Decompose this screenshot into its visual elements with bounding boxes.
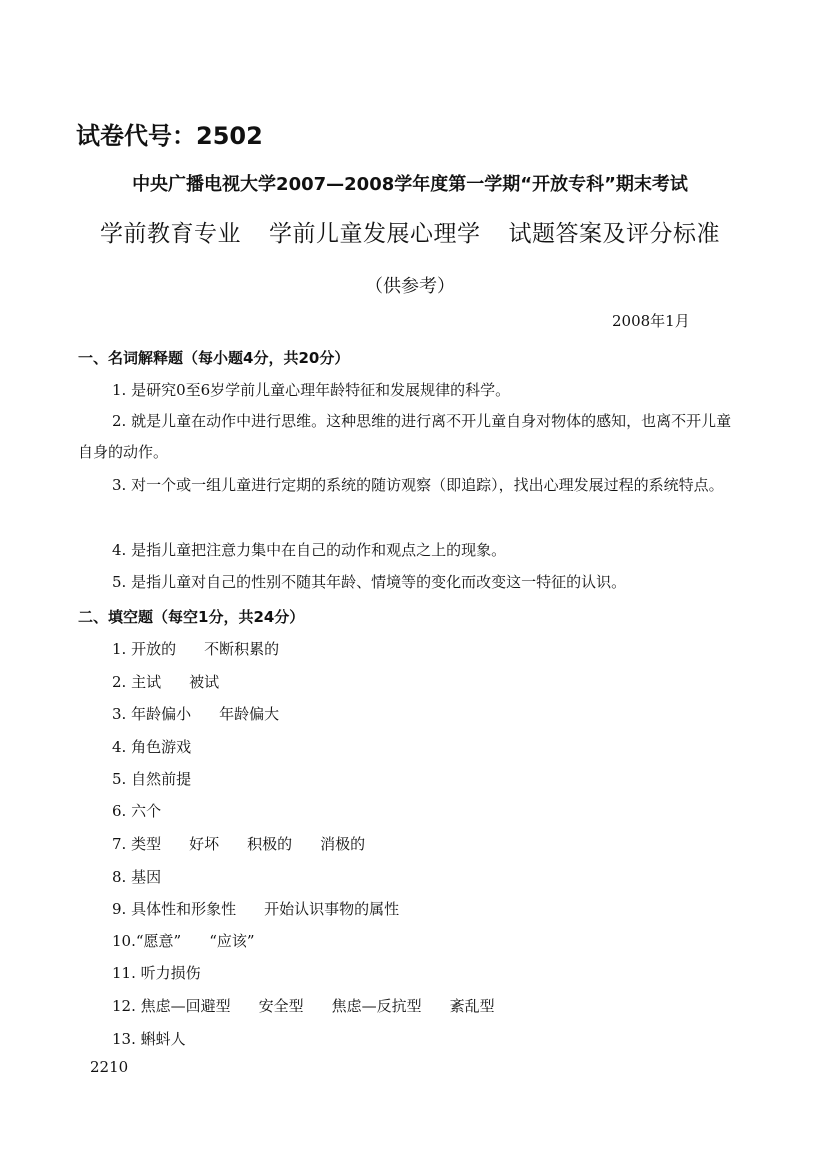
- fill-answer-row: [112, 1028, 186, 1049]
- fill-answer: 8. 基因: [112, 868, 162, 886]
- fill-answer-row: [112, 898, 399, 919]
- fill-answer-row: [112, 930, 255, 951]
- fill-answer: 消极的: [320, 835, 366, 853]
- fill-answer: 积极的: [247, 835, 293, 853]
- definition-answer: 2. 就是儿童在动作中进行思维。这种思维的进行离不开儿童自身对物体的感知，也离不开儿童自身的动作。: [78, 412, 732, 461]
- fill-answer: 1. 开放的: [112, 640, 177, 658]
- fill-answer: 9. 具体性和形象性: [112, 900, 237, 918]
- fill-answer: 安全型: [258, 997, 304, 1015]
- definition-answer: 4. 是指儿童把注意力集中在自己的动作和观点之上的现象。: [112, 541, 507, 559]
- fill-answer: “应该”: [209, 932, 255, 950]
- fill-answer: 不断积累的: [204, 640, 280, 658]
- title-major: 学前教育专业: [100, 221, 241, 247]
- exam-date: 2008年1月: [612, 312, 690, 330]
- title-doc-type: 试题答案及评分标准: [508, 221, 720, 247]
- definition-answer: 1. 是研究0至6岁学前儿童心理年龄特征和发展规律的科学。: [112, 381, 511, 399]
- fill-answer: 2. 主试: [112, 673, 162, 691]
- fill-answer: 6. 六个: [112, 802, 162, 820]
- section-heading-definitions: 一、名词解释题（每小题4分，共20分）: [78, 349, 350, 367]
- fill-answer: 3. 年龄偏小: [112, 705, 192, 723]
- fill-answer: 开始认识事物的属性: [264, 900, 400, 918]
- fill-answer: 11. 听力损伤: [112, 964, 201, 982]
- definition-answer: 3. 对一个或一组儿童进行定期的系统的随访观察（即追踪），找出心理发展过程的系统特点。: [112, 476, 724, 494]
- fill-answer: 4. 角色游戏: [112, 738, 192, 756]
- fill-answer-row: [112, 671, 219, 692]
- fill-answer: 紊乱型: [449, 997, 495, 1015]
- fill-answer: 被试: [189, 673, 220, 691]
- fill-answer: 焦虑—反抗型: [331, 997, 422, 1015]
- fill-answer-row: [112, 638, 279, 659]
- fill-answer-row: [112, 995, 495, 1016]
- title-course: 学前儿童发展心理学: [269, 221, 481, 247]
- fill-answer: 年龄偏大: [219, 705, 280, 723]
- fill-answer: 13. 蝌蚪人: [112, 1030, 186, 1048]
- page-number: 2210: [90, 1058, 129, 1076]
- fill-answer-row: [112, 962, 201, 983]
- fill-answer-row: [112, 833, 365, 854]
- fill-answer-row: [112, 866, 161, 887]
- fill-answer: 好坏: [189, 835, 220, 853]
- reference-note: （供参考）: [365, 276, 455, 297]
- fill-answer: 12. 焦虑—回避型: [112, 997, 231, 1015]
- fill-answer: 5. 自然前提: [112, 770, 192, 788]
- fill-answer-row: [112, 736, 191, 757]
- exam-title: 中央广播电视大学2007—2008学年度第一学期“开放专科”期末考试: [132, 174, 688, 195]
- exam-code: 试卷代号：2502: [76, 122, 263, 150]
- fill-answer-row: [112, 768, 191, 789]
- document-title: [0, 215, 820, 248]
- fill-answer: 10.“愿意”: [112, 932, 182, 950]
- definition-answer: 5. 是指儿童对自己的性别不随其年龄、情境等的变化而改变这一特征的认识。: [112, 573, 627, 591]
- fill-answer: 7. 类型: [112, 835, 162, 853]
- section-heading-fill-in: 二、填空题（每空1分，共24分）: [78, 608, 305, 626]
- fill-answer-row: [112, 703, 279, 724]
- fill-answer-row: [112, 800, 161, 821]
